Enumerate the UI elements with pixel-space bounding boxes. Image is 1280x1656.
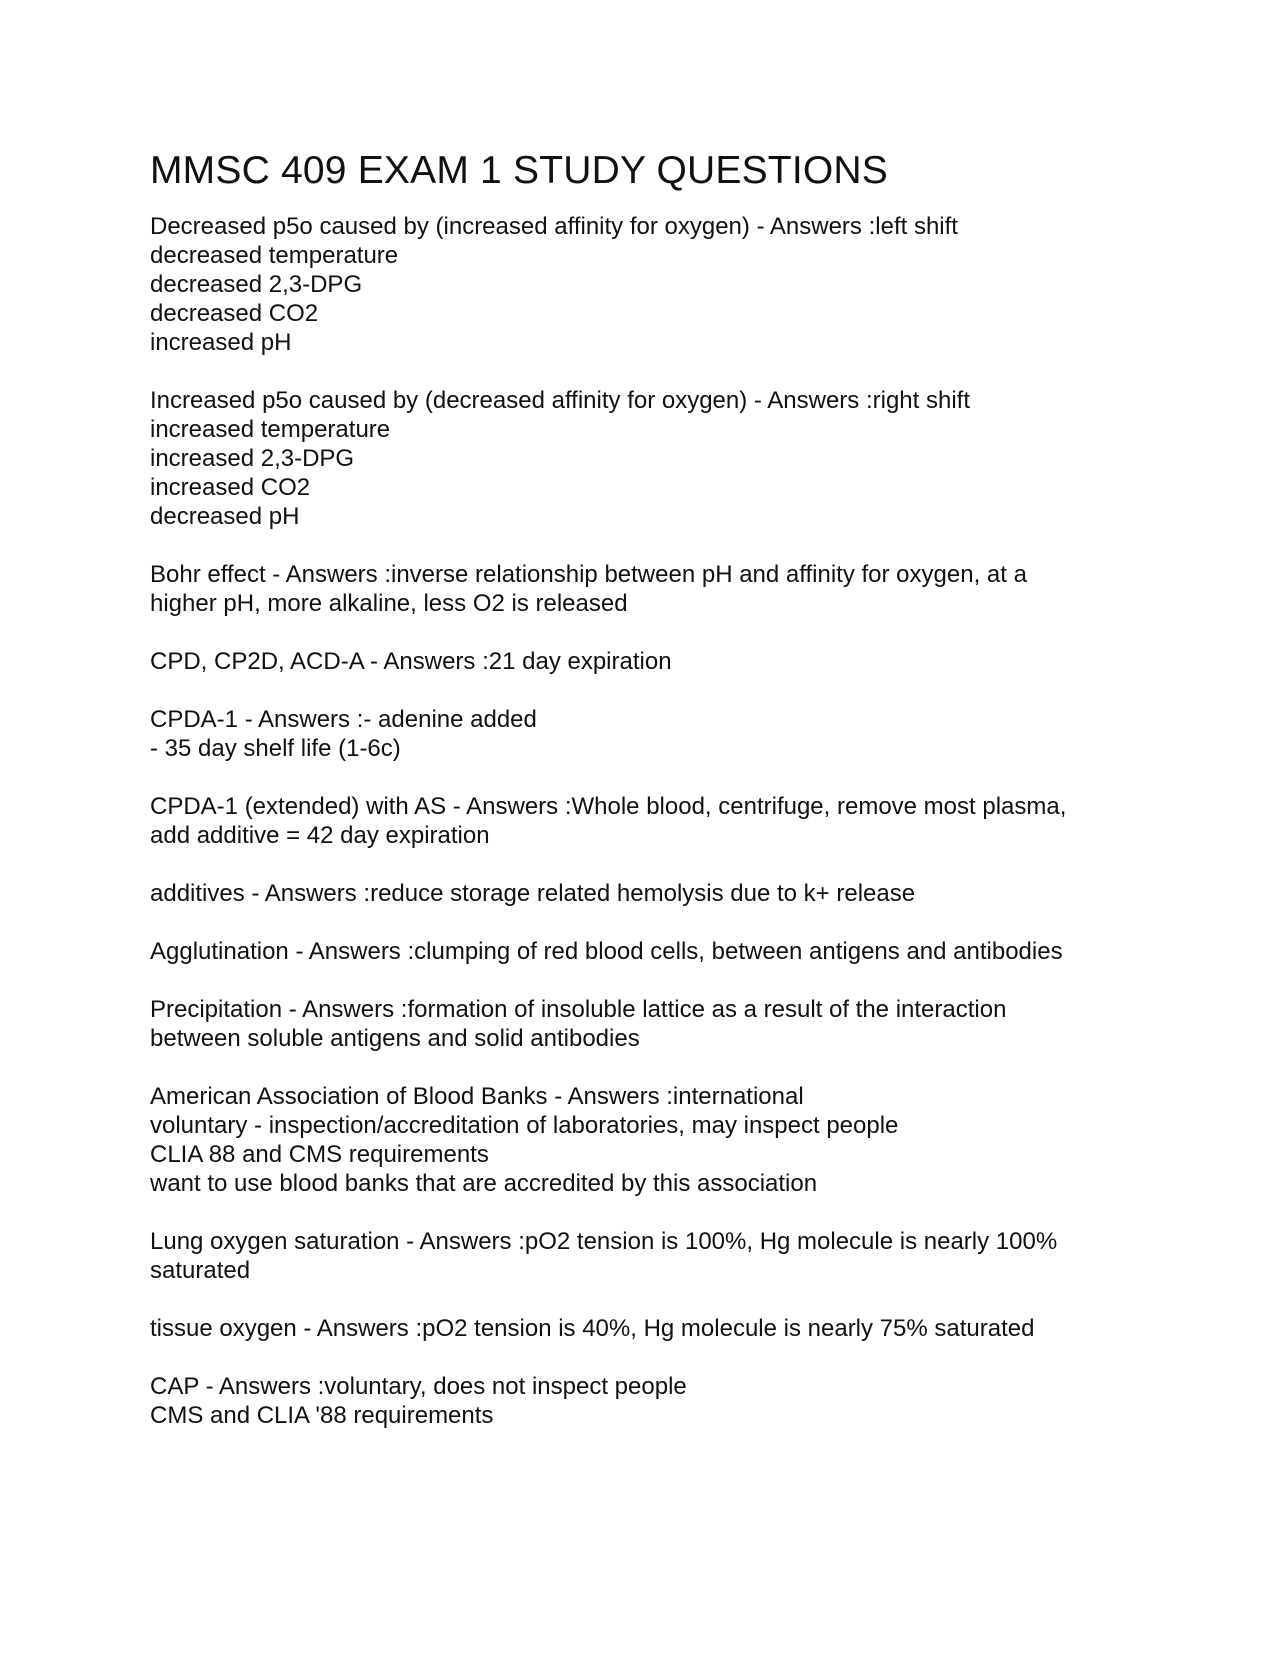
entry-line: additives - Answers :reduce storage related hemolysis due to k+ release [150, 880, 916, 907]
entry-line: higher pH, more alkaline, less O2 is released [150, 590, 628, 617]
qa-entry [150, 879, 1150, 908]
entry-line: tissue oxygen - Answers :pO2 tension is 40%, Hg molecule is nearly 75% saturated [150, 1315, 1035, 1342]
entry-line: Increased p5o caused by (decreased affinity for oxygen) - Answers :right shift [150, 387, 970, 414]
entry-line: decreased pH [150, 503, 300, 530]
entry-line: increased 2,3-DPG [150, 445, 355, 472]
entry-line: CAP - Answers :voluntary, does not inspect people [150, 1373, 687, 1400]
document-page [150, 148, 1150, 1459]
entry-line: decreased CO2 [150, 300, 319, 327]
entry-line: saturated [150, 1257, 251, 1284]
entry-line: CMS and CLIA '88 requirements [150, 1402, 494, 1429]
entry-line: Precipitation - Answers :formation of insoluble lattice as a result of the interaction [150, 996, 1007, 1023]
entry-line: increased CO2 [150, 474, 311, 501]
qa-entry [150, 792, 1150, 850]
entry-line: between soluble antigens and solid antibodies [150, 1025, 640, 1052]
entry-line: increased pH [150, 329, 292, 356]
qa-entry [150, 647, 1150, 676]
document-title: MMSC 409 EXAM 1 STUDY QUESTIONS [150, 149, 888, 192]
entry-line: add additive = 42 day expiration [150, 822, 490, 849]
entry-line: want to use blood banks that are accredited by this association [150, 1170, 818, 1197]
entry-line: Agglutination - Answers :clumping of red blood cells, between antigens and antibodies [150, 938, 1063, 965]
qa-entry [150, 386, 1150, 531]
qa-entry [150, 560, 1150, 618]
entry-line: CPDA-1 - Answers :- adenine added [150, 706, 537, 733]
qa-entry [150, 1082, 1150, 1198]
qa-entry [150, 1227, 1150, 1285]
qa-entry [150, 1372, 1150, 1430]
qa-entry [150, 937, 1150, 966]
entry-line: CPD, CP2D, ACD-A - Answers :21 day expiration [150, 648, 672, 675]
entry-line: increased temperature [150, 416, 391, 443]
qa-entry [150, 705, 1150, 763]
entry-line: - 35 day shelf life (1-6c) [150, 735, 401, 762]
entry-line: CPDA-1 (extended) with AS - Answers :Whole blood, centrifuge, remove most plasma, [150, 793, 1067, 820]
qa-entry [150, 212, 1150, 357]
entry-line: decreased temperature [150, 242, 399, 269]
entry-line: Lung oxygen saturation - Answers :pO2 tension is 100%, Hg molecule is nearly 100% [150, 1228, 1058, 1255]
entry-line: voluntary - inspection/accreditation of laboratories, may inspect people [150, 1112, 899, 1139]
entry-line: Bohr effect - Answers :inverse relationship between pH and affinity for oxygen, at a [150, 561, 1027, 588]
entry-line: Decreased p5o caused by (increased affinity for oxygen) - Answers :left shift [150, 213, 958, 240]
entry-line: decreased 2,3-DPG [150, 271, 363, 298]
qa-entry [150, 995, 1150, 1053]
qa-entry [150, 1314, 1150, 1343]
entry-line: CLIA 88 and CMS requirements [150, 1141, 489, 1168]
entry-line: American Association of Blood Banks - Answers :international [150, 1083, 804, 1110]
